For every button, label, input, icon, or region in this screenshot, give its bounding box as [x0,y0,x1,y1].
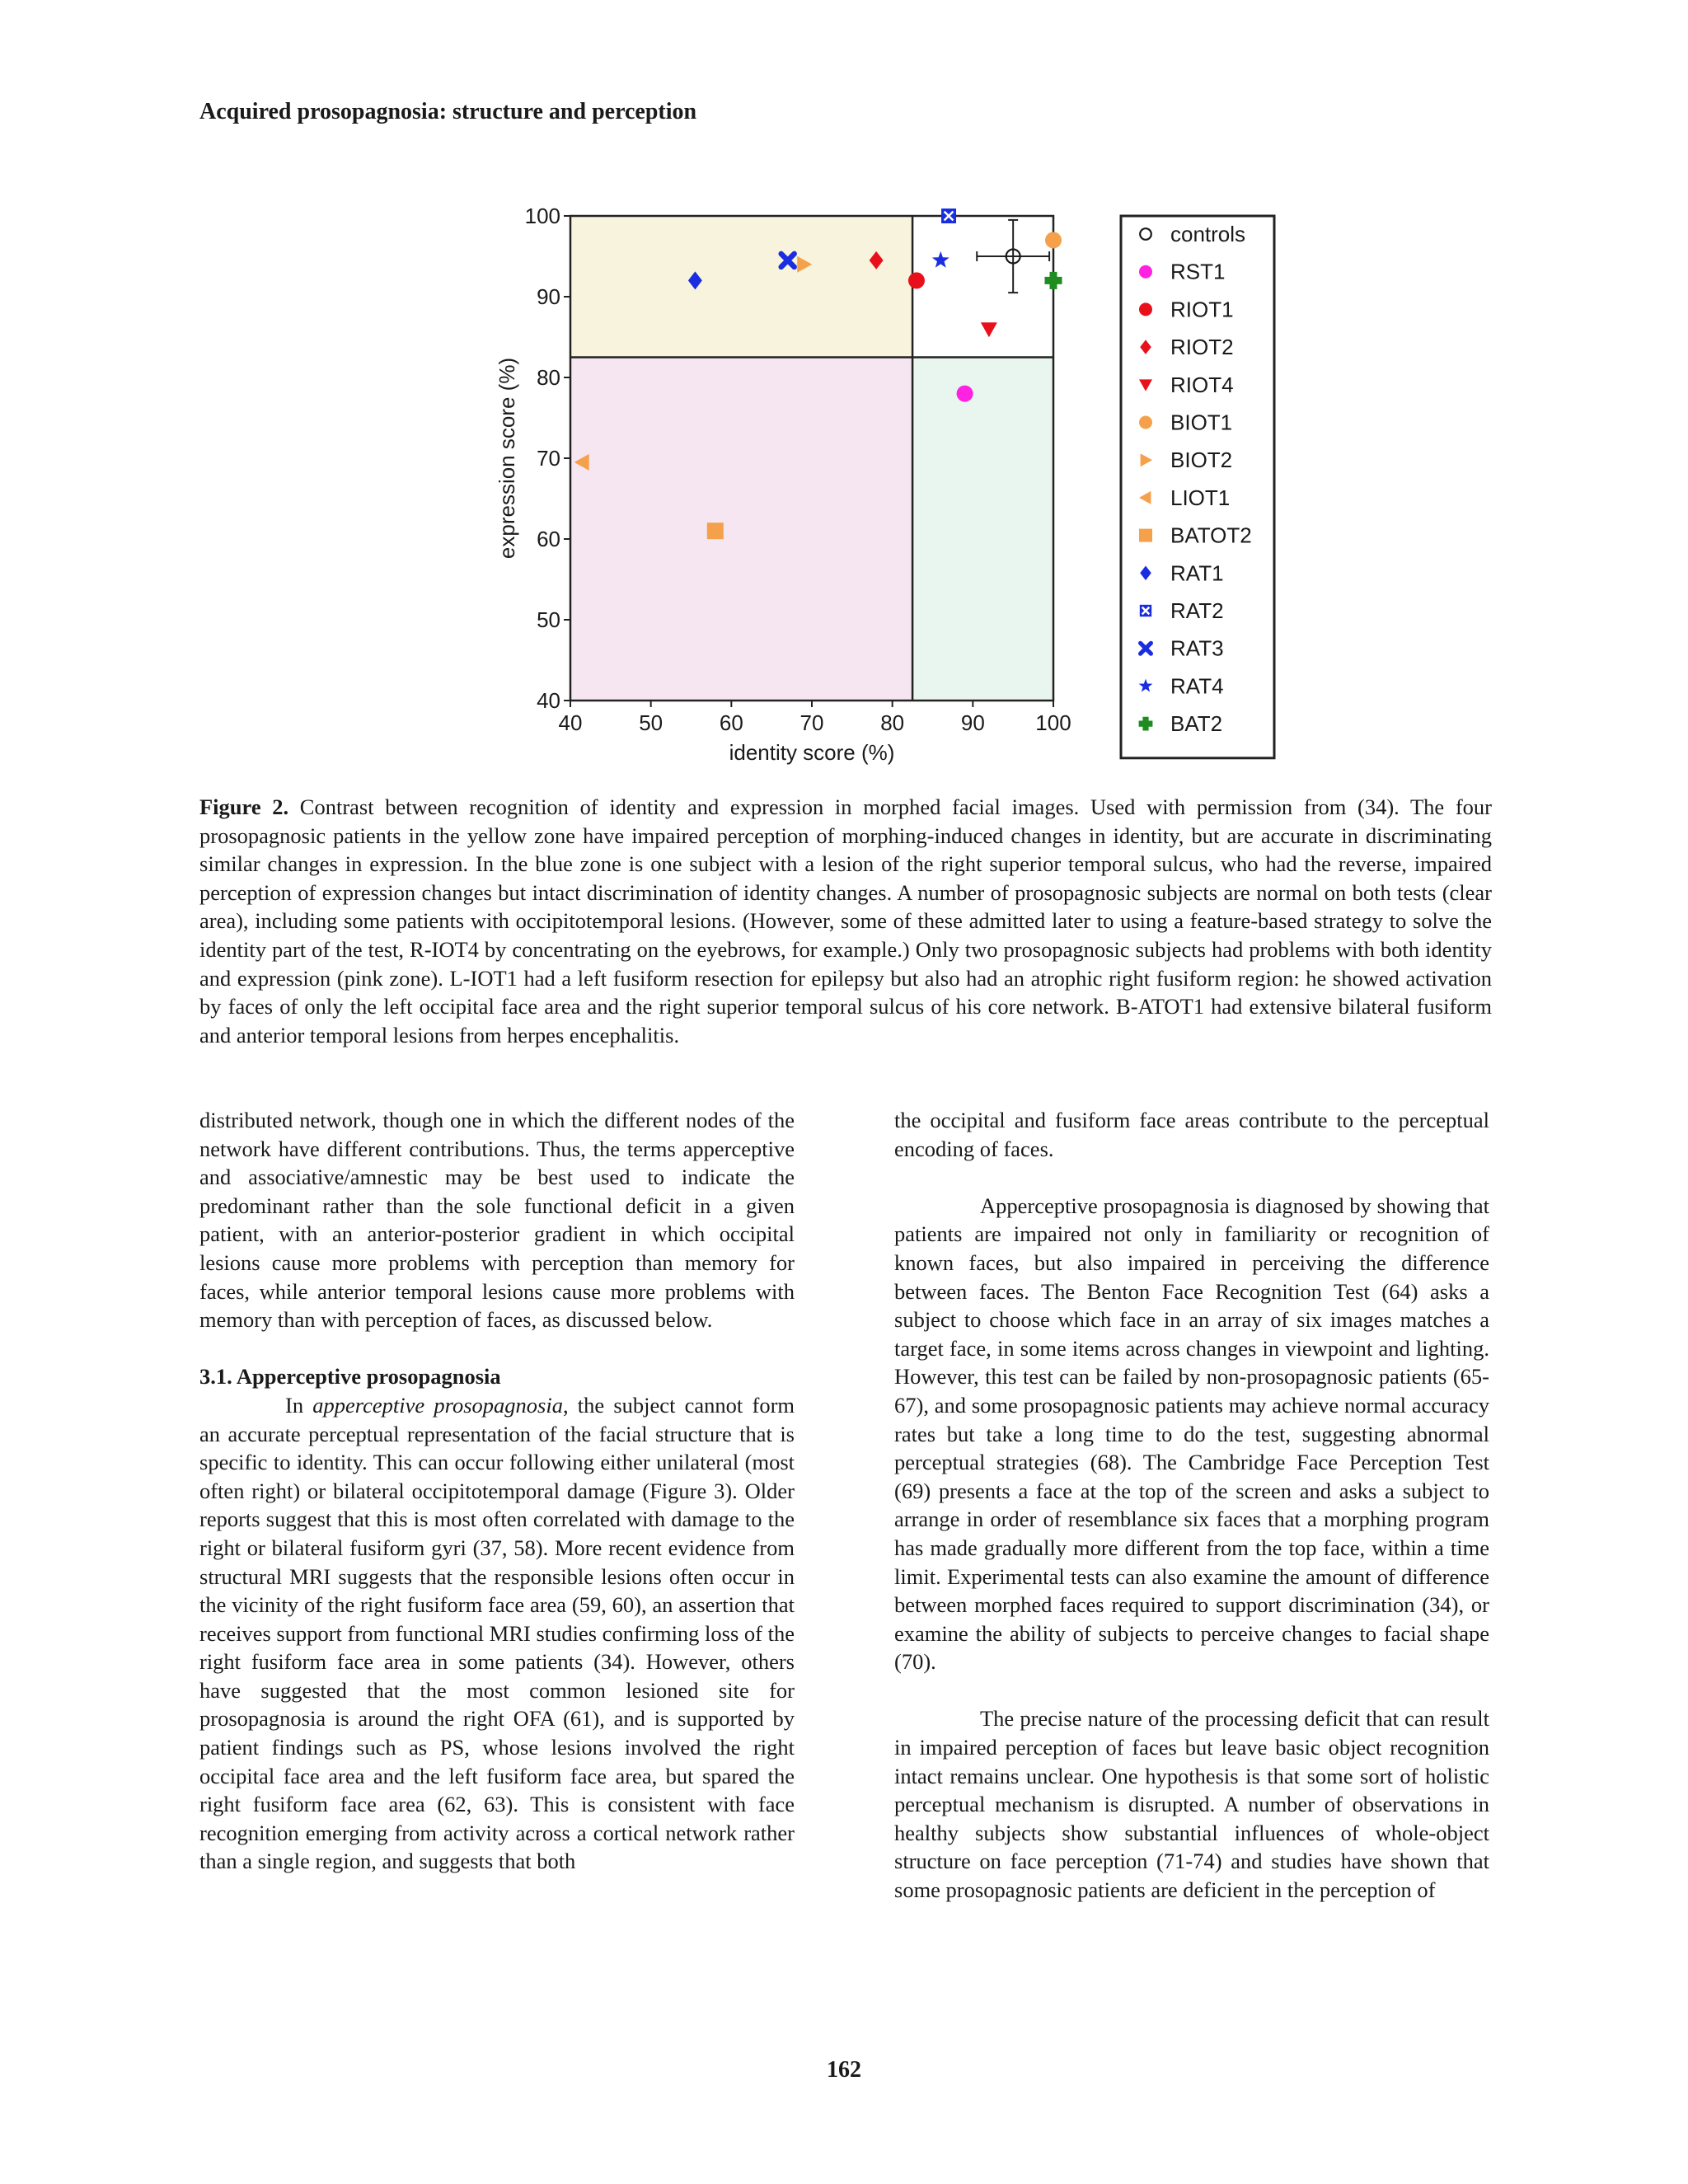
point-batot2-marker [707,523,724,539]
legend-marker [1139,529,1152,542]
legend-label: BATOT2 [1170,523,1252,548]
y-tick-label: 50 [537,607,560,632]
left-paragraph-2-body: , the subject cannot form an accurate perceptual representation of the facial structure that is specific to identity. This can occur following either unilateral (most often right) or bilateral occipitotemporal damage (Figure 3). Older reports suggest that this is most often correlated with damage to the right or bilateral fusiform gyri (37, 58). More recent evidence from structural MRI suggests that the responsible lesions often occur in the vicinity of the right fusiform face area (59, 60), an assertion that receives support from functional MRI studies confirming loss of the right fusiform face area in some patients (34). However, others have suggested that the most common lesioned site for prosopagnosia is around the right OFA (61), and is supported by patient findings such as PS, whose lesions involved the right occipital face area and the left fusiform face area, but spared the right fusiform face area (62, 63). This is consistent with face recognition emerging from activity across a cortical network rather than a single region, and suggests that both [199,1392,795,1874]
x-tick-label: 50 [639,710,663,735]
legend-label: RST1 [1170,259,1226,284]
x-tick-label: 40 [558,710,583,735]
left-paragraph-2-start: In [285,1392,313,1418]
legend-label: RAT1 [1170,560,1224,586]
y-axis-label: expression score (%) [495,357,519,560]
left-paragraph-1: distributed network, though one in which the different nodes of the network have different contributions. Thus, the terms apperceptive and associative/amnestic may be best used to indicate the predominant rather than the sole functional deficit in a given patient, with an anterior-posterior gradient in which occipital lesions cause more problems with perception than memory for faces, while anterior temporal lesions cause more problems with memory than with perception of faces, as discussed below. [199,1108,795,1333]
y-tick-label: 60 [537,527,560,551]
y-tick-label: 90 [537,284,560,309]
term-italic: apperceptive prosopagnosia [312,1392,563,1418]
caption-label: Figure 2. [199,794,289,819]
legend-label: RIOT1 [1170,297,1234,322]
left-paragraph-2 [199,1391,795,1876]
y-tick-label: 70 [537,446,560,471]
legend-label: RIOT2 [1170,335,1234,360]
legend-marker [1139,416,1152,429]
legend-marker [1139,265,1152,279]
section-heading: 3.1. Apperceptive prosopagnosia [199,1364,501,1390]
point-biot1 [1045,232,1062,248]
right-paragraph-1: the occipital and fusiform face areas contribute to the perceptual encoding of faces. [894,1108,1489,1161]
scatter-chart [478,194,1302,771]
right-column [894,1106,1489,1905]
zone-blue [912,358,1053,701]
legend-label: BIOT2 [1170,448,1233,473]
point-riot4-marker [981,322,997,337]
point-biot1-marker [1045,232,1062,248]
legend-label: RAT4 [1170,673,1224,699]
page-number: 162 [827,2057,861,2083]
point-controls [977,220,1049,293]
point-bat2 [1045,272,1062,289]
point-bat2-marker [1045,272,1062,289]
caption-text: Contrast between recognition of identity and expression in morphed facial images. Used with permission from (34). The four prosopagnosic patients in the yellow zone have impaired perception of morphing-induced changes in identity, but are accurate in discriminating similar changes in expression. In the blue zone is one subject with a lesion of the right superior temporal sulcus, who had the reverse, impaired perception of expression changes but intact discrimination of identity changes. A number of prosopagnosic subjects are normal on both tests (clear area), including some patients with occipitotemporal lesions. (However, some of these admitted later to using a feature-based strategy to solve the identity part of the test, R-IOT4 by concentrating on the eyebrows, for example.) Only two prosopagnosic subjects had problems with both identity and expression (pink zone). L-IOT1 had a left fusiform resection for epilepsy but also had an atrophic right fusiform region: he showed activation by faces of only the left occipital face area and the right superior temporal sulcus of his core network. B-ATOT1 had extensive bilateral fusiform and anterior temporal lesions from herpes encephalitis. [199,794,1492,1047]
x-tick-label: 100 [1035,710,1071,735]
legend-label: RAT3 [1170,635,1224,661]
figure-caption [199,793,1492,1049]
point-riot1 [908,272,925,288]
x-axis-label: identity score (%) [729,740,895,765]
point-batot2 [707,523,724,539]
x-tick-label: 60 [719,710,743,735]
point-rat4-marker [932,251,950,268]
left-column [199,1106,795,1876]
legend-marker [1139,302,1152,316]
point-rat2 [941,209,956,223]
point-riot4 [981,322,997,337]
legend-label: RAT2 [1170,598,1224,623]
right-paragraph-3: The precise nature of the processing deficit that can result in impaired perception of faces but leave basic object recognition intact remains unclear. One hypothesis is that some sort of holistic perceptual mechanism is disrupted. A number of observations in healthy subjects show substantial influences of whole-object structure on face perception (71-74) and studies have shown that some prosopagnosic patients are deficient in the perception of [894,1706,1489,1903]
y-tick-label: 80 [537,365,560,390]
point-rst1 [957,386,973,402]
legend-label: BIOT1 [1170,410,1233,435]
point-rst1-marker [957,386,973,402]
legend-label: LIOT1 [1170,485,1231,510]
legend-label: controls [1170,222,1246,246]
y-tick-label: 40 [537,688,560,713]
point-rat4 [932,251,950,268]
x-tick-label: 90 [960,710,985,735]
x-tick-label: 80 [880,710,905,735]
y-tick-label: 100 [524,204,560,228]
figure-2 [478,194,1302,771]
legend-label: RIOT4 [1170,372,1234,397]
running-head: Acquired prosopagnosia: structure and perception [199,99,697,124]
legend-label: BAT2 [1170,711,1223,737]
point-riot1-marker [908,272,925,288]
x-tick-label: 70 [799,710,824,735]
zone-pink [570,358,912,701]
zone-yellow [570,216,912,358]
right-paragraph-2: Apperceptive prosopagnosia is diagnosed by showing that patients are impaired not only in familiarity or recognition of known faces, but also impaired in perceiving the difference between faces. The Benton Face Recognition Test (64) asks a subject to choose which face in an array of six images matches a target face, in some items across changes in viewpoint and lighting. However, this test can be failed by non-prosopagnosic patients (65-67), and some prosopagnosic patients may achieve normal accuracy rates but take a long time to do the test, suggesting abnormal perceptual strategies (68). The Cambridge Face Perception Test (69) presents a face at the top of the screen and asks a subject to arrange in order of resemblance six faces that a morphing program has made gradually more different from the top face, within a time limit. Experimental tests can also examine the amount of difference between morphed faces required to support discrimination (34), or examine the ability of subjects to perceive changes to facial shape (70). [894,1193,1489,1675]
